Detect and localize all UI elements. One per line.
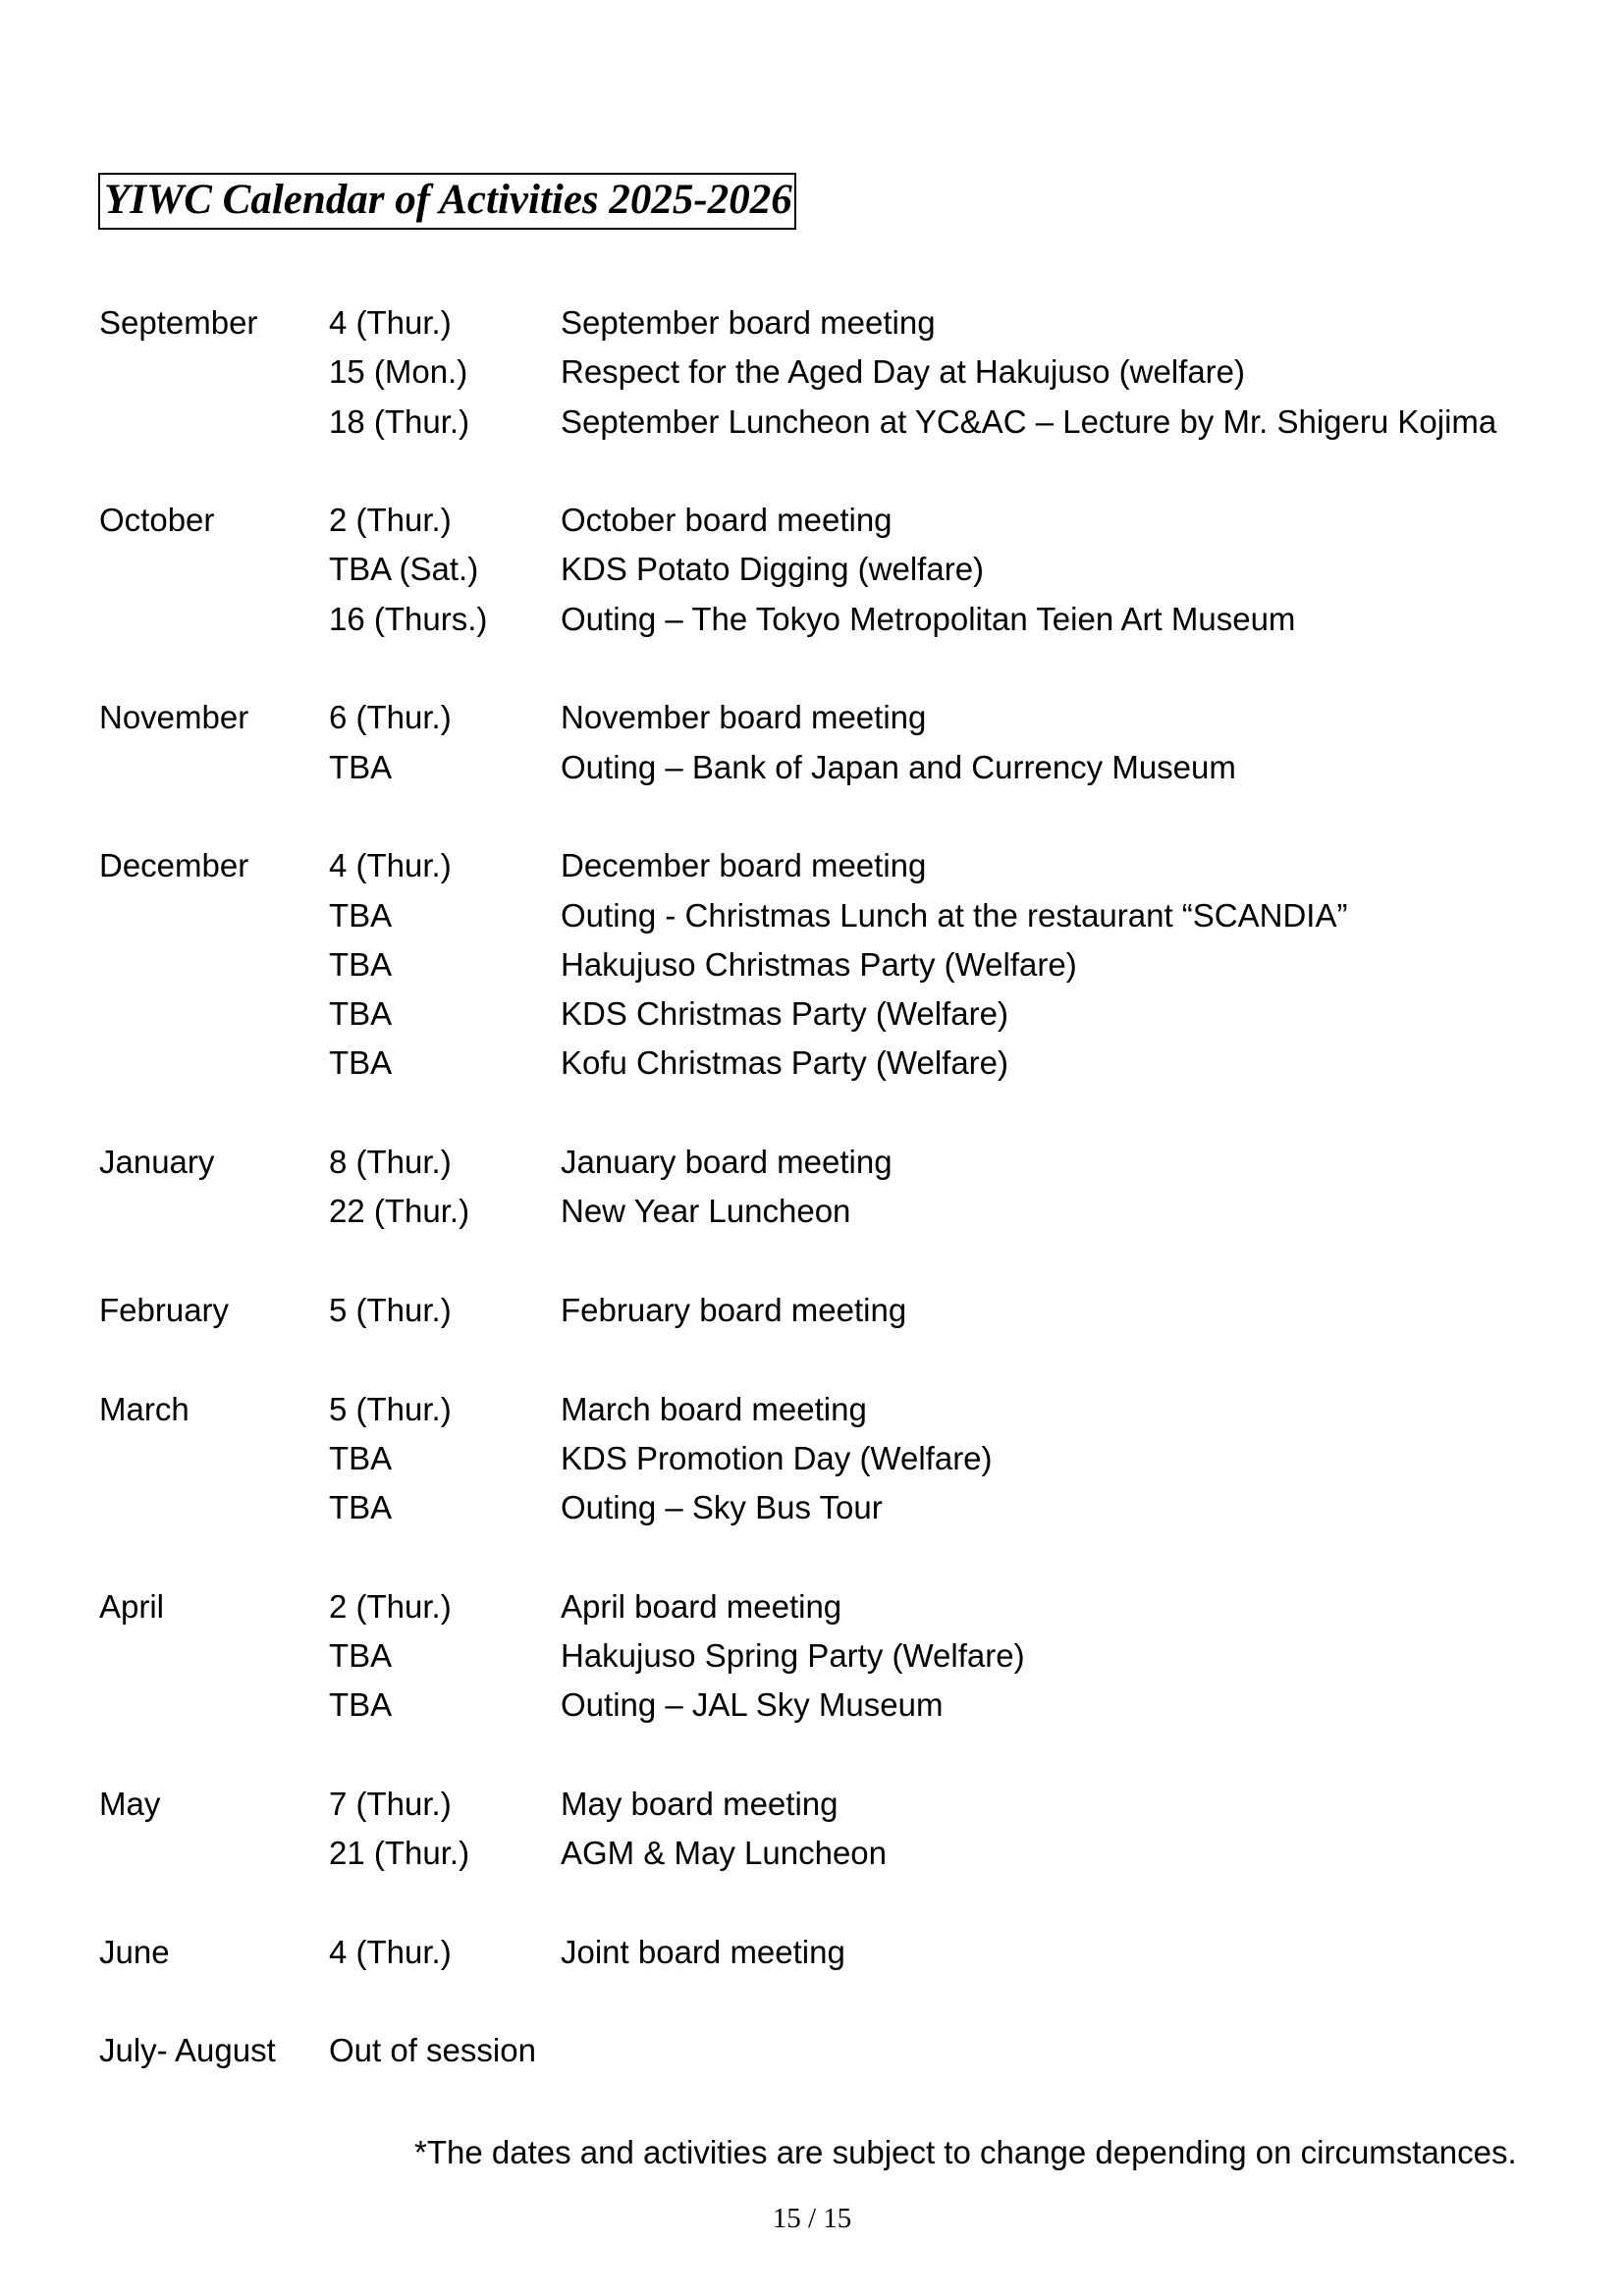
month-group (99, 1582, 1592, 1731)
event-activity: February board meeting (561, 1291, 907, 1328)
event-activity: Outing – Sky Bus Tour (561, 1489, 883, 1526)
event-activity: Hakujuso Spring Party (Welfare) (561, 1637, 1025, 1675)
calendar-row (99, 1286, 1592, 1335)
calendar-row (99, 398, 1592, 447)
event-activity: October board meeting (561, 502, 893, 539)
month-group (99, 1286, 1592, 1335)
month-group (99, 693, 1592, 792)
month-group (99, 1928, 1592, 1977)
month-label: November (99, 699, 249, 736)
month-group (99, 1385, 1592, 1533)
event-activity: January board meeting (561, 1144, 893, 1181)
month-label: December (99, 847, 249, 884)
event-activity: December board meeting (561, 847, 927, 884)
event-activity: KDS Potato Digging (welfare) (561, 551, 985, 588)
event-date: TBA (Sat.) (329, 551, 479, 588)
event-activity: Outing – JAL Sky Museum (561, 1686, 944, 1724)
calendar-row (99, 1928, 1592, 1977)
event-date: 5 (Thur.) (329, 1291, 452, 1328)
calendar-row (99, 1681, 1592, 1730)
month-label: October (99, 502, 215, 539)
event-activity: AGM & May Luncheon (561, 1835, 887, 1872)
calendar-row (99, 1385, 1592, 1434)
event-date: Out of session (329, 2032, 536, 2069)
calendar-row (99, 1138, 1592, 1187)
calendar-row (99, 496, 1592, 545)
month-label: July- August (99, 2032, 276, 2069)
month-label: September (99, 304, 258, 341)
event-activity: Joint board meeting (561, 1933, 845, 1970)
calendar-row (99, 298, 1592, 347)
event-date: 4 (Thur.) (329, 1933, 452, 1970)
event-date: 5 (Thur.) (329, 1390, 452, 1427)
event-date: TBA (329, 748, 393, 785)
event-activity: Kofu Christmas Party (Welfare) (561, 1044, 1009, 1082)
calendar-row (99, 2026, 1592, 2075)
event-activity: Respect for the Aged Day at Hakujuso (welfare) (561, 353, 1246, 391)
month-label: February (99, 1291, 230, 1328)
event-date: TBA (329, 1686, 393, 1724)
month-group (99, 496, 1592, 644)
event-date: TBA (329, 1439, 393, 1476)
month-label: April (99, 1587, 165, 1625)
event-date: TBA (329, 1044, 393, 1082)
event-activity: Outing – The Tokyo Metropolitan Teien Art Museum (561, 600, 1296, 637)
event-activity: April board meeting (561, 1587, 842, 1625)
page-number: 15 / 15 (772, 2203, 852, 2234)
calendar-row (99, 891, 1592, 940)
calendar-row (99, 1434, 1592, 1483)
calendar-row (99, 693, 1592, 742)
event-activity: November board meeting (561, 699, 927, 736)
month-group (99, 1780, 1592, 1879)
month-group (99, 841, 1592, 1088)
event-date: 18 (Thur.) (329, 402, 470, 440)
calendar-row (99, 1631, 1592, 1681)
event-date: 16 (Thurs.) (329, 600, 488, 637)
event-date: 21 (Thur.) (329, 1835, 470, 1872)
month-group (99, 2026, 1592, 2075)
event-activity: New Year Luncheon (561, 1193, 851, 1230)
calendar-row (99, 1582, 1592, 1631)
event-date: 7 (Thur.) (329, 1785, 452, 1822)
footnote: *The dates and activities are subject to change depending on circumstances. (414, 2134, 1517, 2170)
calendar-row (99, 989, 1592, 1039)
calendar-row (99, 595, 1592, 644)
calendar-row (99, 1829, 1592, 1878)
calendar-row (99, 841, 1592, 890)
event-date: TBA (329, 896, 393, 934)
month-group (99, 1138, 1592, 1237)
event-date: 8 (Thur.) (329, 1144, 452, 1181)
month-label: January (99, 1144, 215, 1181)
calendar-row (99, 1039, 1592, 1088)
event-date: TBA (329, 1637, 393, 1675)
calendar-row (99, 1780, 1592, 1829)
calendar-row (99, 545, 1592, 594)
calendar-row (99, 347, 1592, 397)
event-activity: Outing - Christmas Lunch at the restaurant “SCANDIA” (561, 896, 1348, 934)
month-label: June (99, 1933, 170, 1970)
event-date: 15 (Mon.) (329, 353, 468, 391)
event-date: TBA (329, 945, 393, 983)
calendar-row (99, 1483, 1592, 1532)
event-activity: September Luncheon at YC&AC – Lecture by Mr. Shigeru Kojima (561, 402, 1497, 440)
event-date: 2 (Thur.) (329, 1587, 452, 1625)
event-date: 6 (Thur.) (329, 699, 452, 736)
event-activity: KDS Christmas Party (Welfare) (561, 995, 1008, 1033)
month-group (99, 298, 1592, 447)
calendar-row (99, 940, 1592, 989)
event-activity: September board meeting (561, 304, 936, 341)
event-date: 4 (Thur.) (329, 847, 452, 884)
event-activity: March board meeting (561, 1390, 867, 1427)
event-date: 2 (Thur.) (329, 502, 452, 539)
event-date: TBA (329, 1489, 393, 1526)
event-activity: KDS Promotion Day (Welfare) (561, 1439, 993, 1476)
calendar-list (99, 298, 1592, 2076)
event-date: 22 (Thur.) (329, 1193, 470, 1230)
calendar-row (99, 743, 1592, 792)
event-activity: Outing – Bank of Japan and Currency Museum (561, 748, 1236, 785)
event-activity: May board meeting (561, 1785, 839, 1822)
calendar-row (99, 1187, 1592, 1236)
month-label: March (99, 1390, 189, 1427)
event-activity: Hakujuso Christmas Party (Welfare) (561, 945, 1077, 983)
page-title: YIWC Calendar of Activities 2025-2026 (98, 173, 796, 230)
month-label: May (99, 1785, 161, 1822)
event-date: 4 (Thur.) (329, 304, 452, 341)
event-date: TBA (329, 995, 393, 1033)
